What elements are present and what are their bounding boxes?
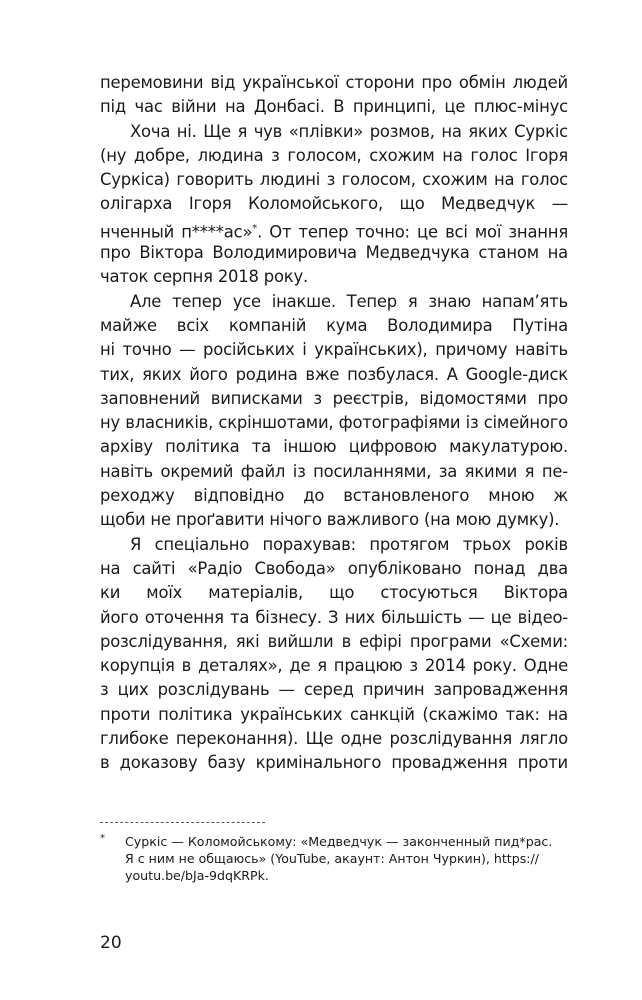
text-line: його оточення та бізнесу. З них більшість — це відео- <box>100 607 568 627</box>
text-line: реходжу відповідно до встановленого мною ж <box>100 486 568 506</box>
paragraph <box>100 71 568 120</box>
text-line: архіву політика та іншою цифровою макулатурою. <box>100 437 568 457</box>
text-line: перемовини від української сторони про обмін людей <box>100 73 568 92</box>
footnote-divider <box>100 822 265 823</box>
text-line: про Віктора Володимировича Медведчука станом на <box>100 243 568 263</box>
text-line: корупція в деталях», де я працюю з 2014 року. Одне <box>100 656 568 676</box>
text-line: навіть окремий файл із посиланнями, за якими я пе- <box>100 461 568 481</box>
text-line: під час війни на Донбасі. В принципі, це плюс-мінус <box>100 97 568 117</box>
text-line: з цих розслідувань — серед причин запровадження <box>100 680 568 700</box>
text-line: (ну добре, людина з голосом, схожим на голос Ігоря <box>100 145 568 165</box>
text-line: чаток серпня 2018 року. <box>100 267 308 287</box>
text-line: Але тепер усе інакше. Тепер я знаю напам’ять <box>130 291 568 311</box>
text-line: проти політика українських санкцій (скажімо так: на <box>100 704 568 724</box>
main-text <box>100 71 568 776</box>
text-line: розслідування, які вийшли в ефірі програми «Схеми: <box>100 631 568 651</box>
footnote <box>100 833 570 884</box>
text-line: олігарха Ігоря Коломойського, що Медведчук — <box>100 194 568 214</box>
footnote-mark: * <box>100 833 105 844</box>
paragraph <box>100 290 568 533</box>
text-line: ну власників, скріншотами, фотографіями із сімейного <box>100 413 568 433</box>
text-line: нченный п****ас»*. От тепер точно: це всі мої знання <box>100 222 568 242</box>
text-line: Хоча ні. Ще я чув «плівки» розмов, на яких Суркіс <box>130 121 568 141</box>
text-line: ки моїх матеріалів, що стосуються Віктора <box>100 583 568 603</box>
footnote-line: youtu.be/bJa-9dqKRPk. <box>125 868 269 883</box>
text-line: на сайті «Радіо Свобода» опубліковано понад два <box>100 558 568 578</box>
paragraph <box>100 120 568 290</box>
footnote-ref: * <box>252 222 258 234</box>
text-line: Суркіса) говорить людині з голосом, схожим на голос <box>100 170 568 190</box>
text-line: глибоке переконання). Ще одне розслідування лягло <box>100 729 568 749</box>
footnote-line: Я с ним не общаюсь» (YouTube, акаунт: Антон Чуркин), https:// <box>125 851 540 866</box>
page-number: 20 <box>100 933 122 953</box>
paragraph <box>100 533 568 776</box>
text-line: майже всіх компаній кума Володимира Путіна <box>100 315 568 335</box>
text-line: заповнений виписками з реєстрів, відомостями про <box>100 388 568 408</box>
footnote-line: Суркіс — Коломойському: «Медведчук — законченный пид*рас. <box>125 834 553 849</box>
text-line: щоби не проґавити нічого важливого (на мою думку). <box>100 510 560 530</box>
text-line: ні точно — російських і українських), причому навіть <box>100 340 568 360</box>
text-line: Я спеціально порахував: протягом трьох років <box>130 534 568 554</box>
text-line: в доказову базу кримінального провадження проти <box>100 753 568 773</box>
text-line: тих, яких його родина вже позбулася. А Google-диск <box>100 364 568 384</box>
